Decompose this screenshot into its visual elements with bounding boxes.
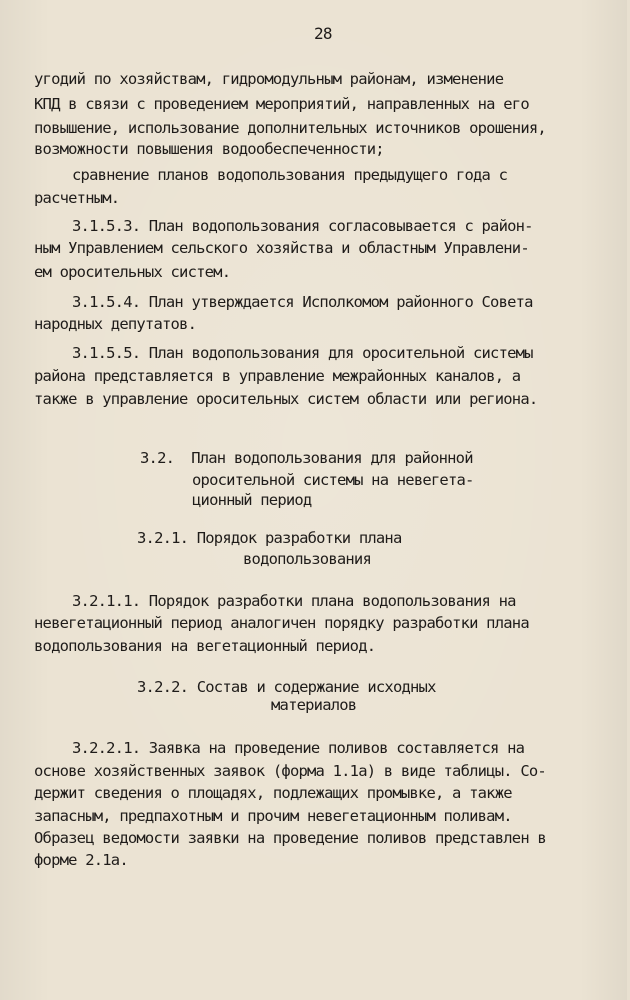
subsection-heading: 3.2.2. Состав и содержание исходных [137, 678, 436, 696]
subsection-heading: водопользования [243, 550, 371, 568]
text-line: района представляется в управление межрайонных каналов, а [34, 367, 521, 385]
text-line: форме 2.1а. [34, 851, 128, 869]
text-line: сравнение планов водопользования предыдущего года с [72, 166, 508, 184]
text-line: КПД в связи с проведением мероприятий, направленных на его [34, 95, 529, 113]
text-line: водопользования на вегетационный период. [34, 637, 376, 655]
text-line: невегетационный период аналогичен порядку разработки плана [34, 614, 529, 632]
text-line: 3.1.5.5. План водопользования для оросительной системы [72, 344, 533, 362]
section-heading: оросительной системы на невегета- [192, 471, 474, 489]
section-heading: 3.2. План водопользования для районной [140, 449, 473, 467]
text-line: Образец ведомости заявки на проведение поливов представлен в [34, 829, 546, 847]
text-line: возможности повышения водообеспеченности; [34, 140, 384, 158]
text-line: расчетным. [34, 189, 120, 207]
text-line: 3.1.5.4. План утверждается Исполкомом районного Совета [72, 293, 533, 311]
text-line: повышение, использование дополнительных источников орошения, [34, 119, 546, 137]
text-line: основе хозяйственных заявок (форма 1.1а) в виде таблицы. Со- [34, 762, 546, 780]
text-line: угодий по хозяйствам, гидромодульным районам, изменение [34, 70, 504, 88]
text-line: 3.1.5.3. План водопользования согласовывается с район- [72, 217, 533, 235]
text-line: ем оросительных систем. [34, 263, 231, 281]
section-heading: ционный период [192, 491, 312, 509]
text-line: также в управление оросительных систем области или региона. [34, 390, 538, 408]
subsection-heading: материалов [271, 696, 357, 714]
text-line: 3.2.2.1. Заявка на проведение поливов составляется на [72, 739, 525, 757]
page-number: 28 [314, 24, 332, 43]
text-line: запасным, предпахотным и прочим невегетационным поливам. [34, 807, 512, 825]
text-line: держит сведения о площадях, подлежащих промывке, а также [34, 784, 512, 802]
text-line: ным Управлением сельского хозяйства и областным Управлени- [34, 239, 529, 257]
text-line: народных депутатов. [34, 315, 197, 333]
subsection-heading: 3.2.1. Порядок разработки плана [137, 529, 402, 547]
text-line: 3.2.1.1. Порядок разработки плана водопользования на [72, 592, 516, 610]
